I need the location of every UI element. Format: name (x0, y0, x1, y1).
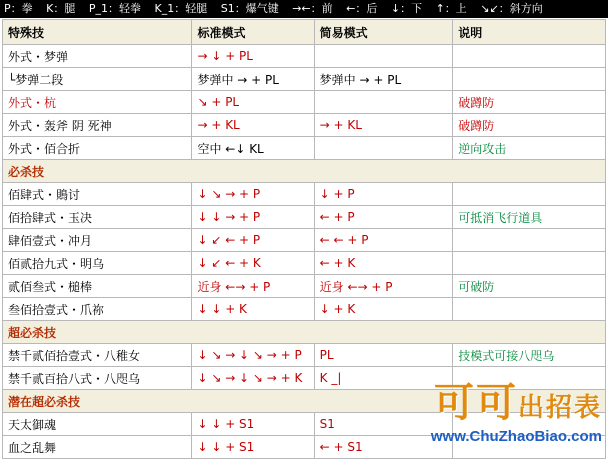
section-title: 潜在超必杀技 (3, 390, 606, 413)
move-note: 可抵消飞行道具 (453, 206, 606, 229)
move-name: 禁千贰佰拾壹式・八稚女 (3, 344, 192, 367)
move-note: 逆向攻击 (453, 137, 606, 160)
move-name: 禁千贰百拾八式・八咫乌 (3, 367, 192, 390)
move-note (453, 436, 606, 459)
table-row (3, 413, 606, 436)
standard-command: ↘ + PL (192, 91, 314, 114)
standard-command: 近身 ←→ + P (192, 275, 314, 298)
legend-item-1: K：腿 (46, 2, 76, 15)
standard-command: ↓ ↘ → ↓ ↘ → + P (192, 344, 314, 367)
easy-command: ← + S1 (314, 436, 453, 459)
move-note: 破蹲防 (453, 91, 606, 114)
easy-command (314, 91, 453, 114)
move-name: 佰肆式・鵙讨 (3, 183, 192, 206)
move-name: 外式・杭 (3, 91, 192, 114)
standard-command: ↓ ↓ + S1 (192, 413, 314, 436)
standard-command: → + KL (192, 114, 314, 137)
easy-command: ↓ + P (314, 183, 453, 206)
easy-command: 近身 ←→ + P (314, 275, 453, 298)
move-note (453, 252, 606, 275)
move-note (453, 45, 606, 68)
move-list-body (3, 20, 606, 459)
table-header-row (3, 20, 606, 45)
standard-command: ↓ ↓ + S1 (192, 436, 314, 459)
move-name: └梦弹二段 (3, 68, 192, 91)
table-row (3, 436, 606, 459)
move-note: 破蹲防 (453, 114, 606, 137)
standard-command: → ↓ + PL (192, 45, 314, 68)
table-row (3, 206, 606, 229)
table-row (3, 298, 606, 321)
move-note: 可破防 (453, 275, 606, 298)
move-name: 佰拾肆式・玉决 (3, 206, 192, 229)
key-legend (0, 0, 608, 18)
legend-item-5: →←：前 (292, 2, 333, 15)
easy-command: ← ← + P (314, 229, 453, 252)
easy-command (314, 45, 453, 68)
move-name: 叁佰拾壹式・爪祢 (3, 298, 192, 321)
column-header-2: 简易模式 (314, 20, 453, 45)
move-name: 天太御魂 (3, 413, 192, 436)
table-row (3, 68, 606, 91)
watermark-brand-main: 可可 (433, 380, 518, 426)
easy-command (314, 137, 453, 160)
section-header-row (3, 390, 606, 413)
table-row (3, 344, 606, 367)
section-header-row (3, 321, 606, 344)
move-list-table (2, 19, 606, 459)
move-note (453, 367, 606, 390)
watermark-brand-sub: 出招表 (517, 393, 602, 423)
move-name: 外式・梦弹 (3, 45, 192, 68)
legend-item-9: ↘↙：斜方向 (480, 2, 543, 15)
standard-command: 梦弹中 → + PL (192, 68, 314, 91)
standard-command: ↓ ↓ → + P (192, 206, 314, 229)
move-note (453, 413, 606, 436)
table-row (3, 91, 606, 114)
easy-command: ← + P (314, 206, 453, 229)
standard-command: 空中 ←↓ KL (192, 137, 314, 160)
legend-item-7: ↓：下 (390, 2, 423, 15)
section-title: 必杀技 (3, 160, 606, 183)
easy-command: 梦弹中 → + PL (314, 68, 453, 91)
move-name: 外式・轰斧 阴 死神 (3, 114, 192, 137)
column-header-0: 特殊技 (3, 20, 192, 45)
table-row (3, 137, 606, 160)
move-name: 肆佰壹式・冲月 (3, 229, 192, 252)
standard-command: ↓ ↘ → ↓ ↘ → + K (192, 367, 314, 390)
table-row (3, 367, 606, 390)
move-note: 技模式可接八咫乌 (453, 344, 606, 367)
table-row (3, 275, 606, 298)
standard-command: ↓ ↓ + K (192, 298, 314, 321)
easy-command: PL (314, 344, 453, 367)
watermark-url: www.ChuZhaoBiao.com (430, 428, 602, 445)
easy-command: → + KL (314, 114, 453, 137)
table-row (3, 45, 606, 68)
table-row (3, 183, 606, 206)
move-name: 外式・佰合折 (3, 137, 192, 160)
move-name: 血之乱舞 (3, 436, 192, 459)
easy-command: ↓ + K (314, 298, 453, 321)
legend-item-6: ←：后 (346, 2, 378, 15)
legend-item-2: P_1：轻拳 (88, 2, 141, 15)
move-note (453, 229, 606, 252)
table-row (3, 252, 606, 275)
column-header-3: 说明 (453, 20, 606, 45)
move-note (453, 68, 606, 91)
legend-item-4: S1：爆气键 (220, 2, 279, 15)
legend-item-3: K_1：轻腿 (154, 2, 208, 15)
column-header-1: 标准模式 (192, 20, 314, 45)
table-row (3, 229, 606, 252)
move-name: 佰贰拾九式・明乌 (3, 252, 192, 275)
standard-command: ↓ ↙ ← + K (192, 252, 314, 275)
standard-command: ↓ ↙ ← + P (192, 229, 314, 252)
easy-command: ← + K (314, 252, 453, 275)
standard-command: ↓ ↘ → + P (192, 183, 314, 206)
legend-item-0: P：拳 (4, 2, 33, 15)
move-note (453, 183, 606, 206)
legend-item-8: ↑：上 (435, 2, 467, 15)
section-header-row (3, 160, 606, 183)
move-name: 贰佰叁式・槌棒 (3, 275, 192, 298)
table-row (3, 114, 606, 137)
move-note (453, 298, 606, 321)
easy-command: K _| (314, 367, 453, 390)
section-title: 超必杀技 (3, 321, 606, 344)
easy-command: S1 (314, 413, 453, 436)
